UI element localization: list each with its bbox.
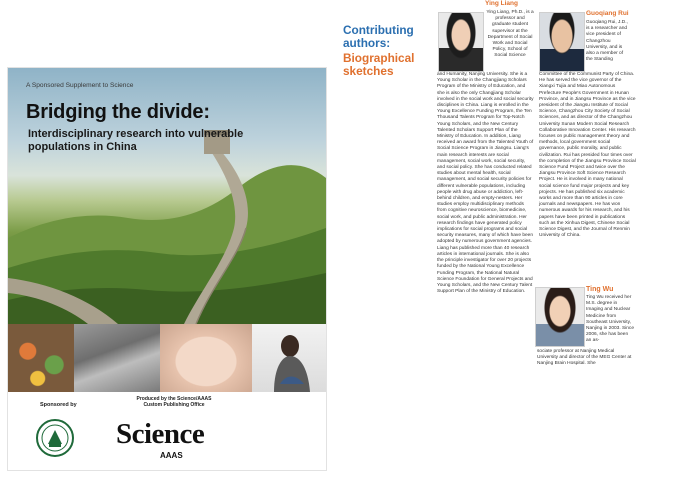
author-bio-ying-liang: and Humanity, Nanjing University. She is a Young Scholar in the Changjiang Scholars Program of the Ministry of Education, and she is also the only Changjiang Scholar involved in the social work and social security disciplines in China. Liang is enrolled in the Young Excellence Funding Program, the Ten Thousand Talents Program for Top-Notch Young Scholars, and the New Century Talented Scholars Support Plan of the Ministry of Education. In addition, Liang received an award from the Talented Youth of Social Science Program in Jiangsu. Liang's main research interests are social management, social work, social security, and social policy. She has conducted related studies about mental health, social management, and social security policies for different vulnerable populations, including people with drug abuse or addiction, left-behind children, and empty-nesters. Her studies employ multidisciplinary methods from cognitive neuroscience, biomedicine, social work, and public administration. Her research findings have generated policy implications for social programs and social security measures, many of which have been adopted by numerous government agencies. Liang has published more than 40 research articles in international journals. She is also the principle investigator for over 20 projects funded by the National Young Excellence Funding Program, the National Natural Science Foundation for General Projects and Young Scholars, and the New Century Talent Support Plan of the Ministry of Education. xyxy=(437,72,534,295)
sponsored-by-label: Sponsored by xyxy=(40,402,77,408)
section-subheading: Biographical sketches xyxy=(343,51,415,78)
author-name-guoqiang-rui: Guoqiang Rui xyxy=(586,10,629,17)
photo-hands xyxy=(160,324,252,392)
photo-sad-person xyxy=(252,324,326,392)
science-logo: Science xyxy=(116,418,205,450)
author-bio-guoqiang-rui-intro: Guoqiang Rui, J.D., is a researcher and vice president of Changzhou University, and is also a member of the Standing xyxy=(586,20,628,63)
aaas-logo: AAAS xyxy=(160,451,183,460)
university-seal-icon xyxy=(35,418,75,458)
author-photo-guoqiang-rui xyxy=(539,12,585,72)
author-name-ting-wu: Ting Wu xyxy=(586,286,614,293)
supplement-cover xyxy=(8,68,326,470)
photo-food-bowls xyxy=(8,324,74,392)
section-heading: Contributing authors: xyxy=(343,23,414,50)
cover-title: Bridging the divide: xyxy=(26,101,210,123)
cover-subtitle: Interdisciplinary research into vulnerable populations in China xyxy=(28,128,244,153)
photo-rubble xyxy=(74,324,160,392)
author-bio-ying-liang-intro: Ying Liang, Ph.D., is a professor and graduate student supervisor at the Department of Social Work and Social Policy, School of Social Science xyxy=(486,10,534,59)
author-bio-guoqiang-rui: Committee of the Communist Party of China. He has served the vice governor of the Xiangxi Tujia and Miao Autonomous Prefecture People's Government in Hunan Province, and in Jiangsu Province as the vice president of the Jiangsu Institute of Social Science, Changzhou City Society of Social Sciences, and as director of the Changzhou University Sunan Modern Social Research Collaborative Innovation Center. His research focuses on public management theory and methods, local government social governance, public morality, and public civilization. Rui has presided four times over the completion of the Jiangsu Province Social Science Fund Project and twice over the Jiangsu Province Soft Science Research Project. He is involved in many national social science fund major projects and key projects. He has published six academic works and more than 90 articles in core journals and newspapers. He has won numerous awards for his research, and his papers have been printed in publications such as the Xinhua Digest, Chinese Social Science Digest, and the Journal of Renmin University of China. xyxy=(539,72,636,239)
cover-photo-strip xyxy=(8,324,326,392)
author-bio-ting-wu: sociate professor at Nanjing Medical University and director of the MEG Center at Nanjing Brain Hospital. She xyxy=(537,349,632,367)
produced-by-label: Produced by the Science/AAAS Custom Publishing Office xyxy=(136,396,212,408)
supplement-kicker: A Sponsored Supplement to Science xyxy=(26,82,134,89)
author-bio-ting-wu-intro: Ting Wu received her M.S. degree in Imaging and Nuclear Medicine from Southeast University, Nanjing in 2003. Since 2006, she has been an as- xyxy=(586,295,635,344)
author-name-ying-liang: Ying Liang xyxy=(485,0,518,7)
author-photo-ying-liang xyxy=(438,12,484,72)
author-photo-ting-wu xyxy=(535,287,585,347)
